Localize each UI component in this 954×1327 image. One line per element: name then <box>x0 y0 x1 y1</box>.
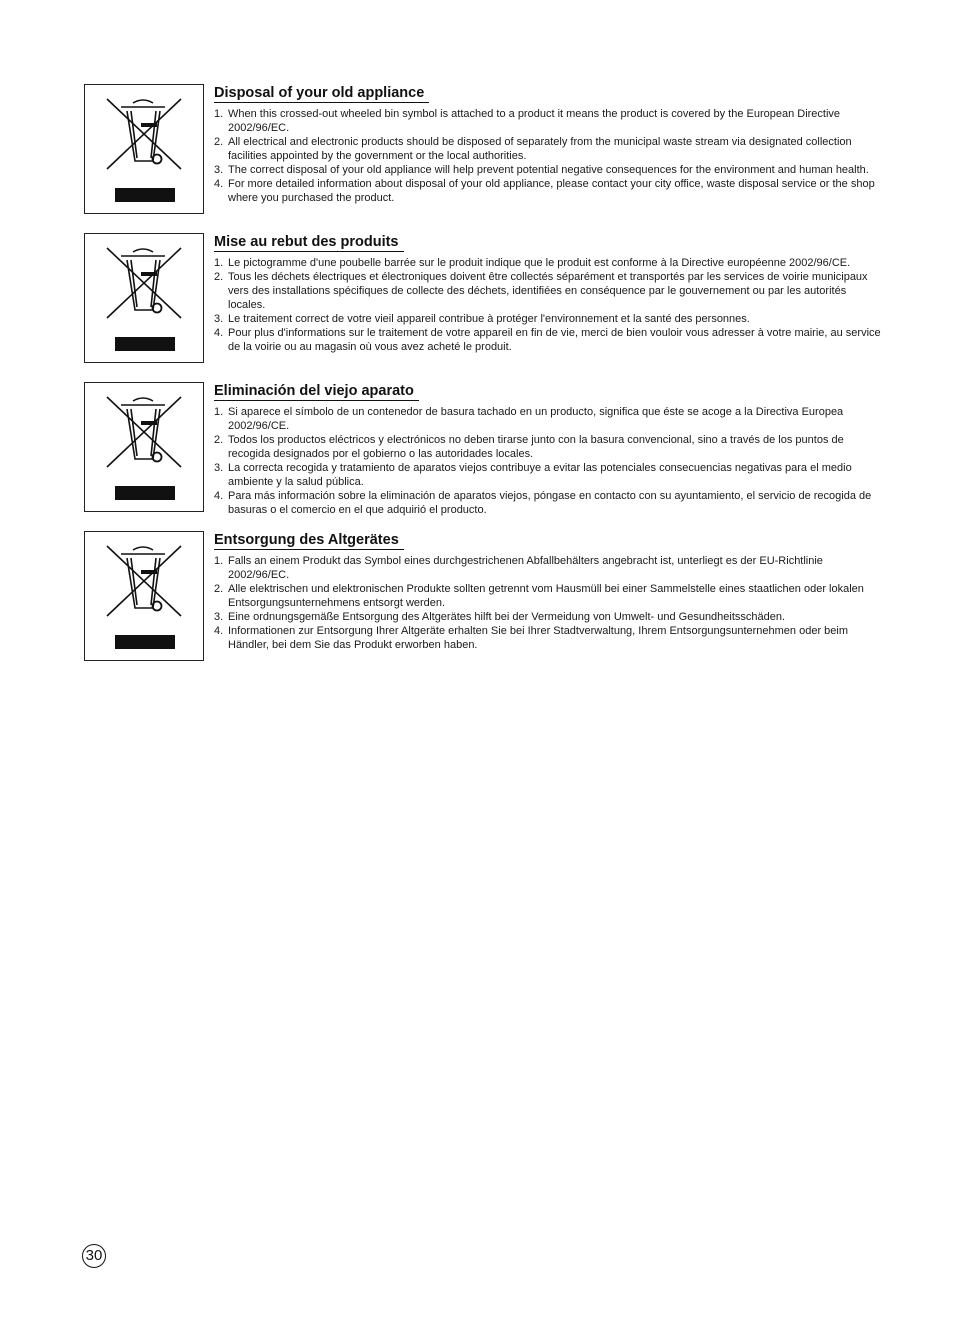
list-item <box>214 177 882 205</box>
item-number: 1. <box>214 406 224 418</box>
item-text: Para más información sobre la eliminación de aparatos viejos, póngase en contacto con su ayuntamiento, el servicio de recogida de basuras o el comercio en el que adquirió el producto. <box>228 490 872 516</box>
item-text: Pour plus d'informations sur le traitement de votre appareil en fin de vie, merci de bien vouloir vous adresser à votre mairie, au service de la voirie ou au magasin où vous avez acheté le produit. <box>228 327 881 353</box>
item-number: 4. <box>214 490 224 502</box>
section-text <box>214 233 882 354</box>
section-heading: Disposal of your old appliance <box>214 85 429 103</box>
section-heading: Entsorgung des Altgerätes <box>214 532 404 550</box>
item-number: 3. <box>214 611 224 623</box>
section-heading: Mise au rebut des produits <box>214 234 404 252</box>
instruction-list <box>214 256 882 354</box>
weee-symbol-box <box>84 382 204 512</box>
list-item <box>214 624 882 652</box>
item-text: Falls an einem Produkt das Symbol eines durchgestrichenen Abfallbehälters angebracht ist, unterliegt es der EU-Richtlinie 2002/96/EC. <box>228 555 823 581</box>
item-number: 3. <box>214 164 224 176</box>
list-item <box>214 256 882 270</box>
item-number: 1. <box>214 555 224 567</box>
item-text: La correcta recogida y tratamiento de aparatos viejos contribuye a evitar las potenciales consecuencias negativas para el medio ambiente y la salud pública. <box>228 462 852 488</box>
item-number: 2. <box>214 583 224 595</box>
item-text: Le pictogramme d'une poubelle barrée sur le produit indique que le produit est conforme à la Directive européenne 2002/96/CE. <box>228 257 851 269</box>
list-item <box>214 270 882 312</box>
list-item <box>214 582 882 610</box>
section-text <box>214 84 882 205</box>
instruction-list <box>214 107 882 205</box>
item-number: 3. <box>214 462 224 474</box>
item-number: 4. <box>214 625 224 637</box>
list-item <box>214 433 882 461</box>
section-heading: Eliminación del viejo aparato <box>214 383 419 401</box>
weee-symbol-box <box>84 84 204 214</box>
item-text: Todos los productos eléctricos y electrónicos no deben tirarse junto con la basura convencional, sino a través de los puntos de recogida designados por el gobierno o las autoridades locales. <box>228 434 844 460</box>
item-text: Alle elektrischen und elektronischen Produkte sollten getrennt vom Hausmüll bei einer Sammelstelle eines staatlichen oder lokalen Entsorgungsunternehmens entsorgt werden. <box>228 583 864 609</box>
list-item <box>214 461 882 489</box>
list-item <box>214 107 882 135</box>
crossed-out-wheeled-bin-icon <box>85 234 203 362</box>
list-item <box>214 554 882 582</box>
item-number: 2. <box>214 136 224 148</box>
disposal-section-en <box>84 84 884 214</box>
list-item <box>214 489 882 517</box>
crossed-out-wheeled-bin-icon <box>85 532 203 660</box>
item-number: 2. <box>214 434 224 446</box>
instruction-list <box>214 405 882 517</box>
item-text: Tous les déchets électriques et électroniques doivent être collectés séparément et transportés par les services de voirie municipaux vers des installations spécifiques de collecte des déchets, identifiées en conséquence par le gouvernement ou par les autorités locales. <box>228 271 868 311</box>
list-item <box>214 405 882 433</box>
item-text: The correct disposal of your old appliance will help prevent potential negative consequences for the environment and human health. <box>228 164 869 176</box>
item-number: 3. <box>214 313 224 325</box>
disposal-section-es <box>84 382 884 516</box>
section-text <box>214 531 882 652</box>
item-number: 2. <box>214 271 224 283</box>
crossed-out-wheeled-bin-icon <box>85 383 203 511</box>
item-number: 4. <box>214 178 224 190</box>
disposal-section-fr <box>84 233 884 363</box>
list-item <box>214 135 882 163</box>
list-item <box>214 163 882 177</box>
item-text: For more detailed information about disposal of your old appliance, please contact your city office, waste disposal service or the shop where you purchased the product. <box>228 178 875 204</box>
weee-symbol-box <box>84 233 204 363</box>
item-text: Eine ordnungsgemäße Entsorgung des Altgerätes hilft bei der Vermeidung von Umwelt- und Gesundheitsschäden. <box>228 611 786 623</box>
item-text: Le traitement correct de votre vieil appareil contribue à protéger l'environnement et la santé des personnes. <box>228 313 750 325</box>
weee-symbol-box <box>84 531 204 661</box>
item-text: When this crossed-out wheeled bin symbol is attached to a product it means the product is covered by the European Directive 2002/96/EC. <box>228 108 841 134</box>
item-number: 1. <box>214 108 224 120</box>
item-number: 1. <box>214 257 224 269</box>
item-text: All electrical and electronic products should be disposed of separately from the municipal waste stream via designated collection facilities appointed by the government or the local authorities. <box>228 136 852 162</box>
instruction-list <box>214 554 882 652</box>
crossed-out-wheeled-bin-icon <box>85 85 203 213</box>
page-number: 30 <box>82 1244 106 1268</box>
list-item <box>214 312 882 326</box>
list-item <box>214 610 882 624</box>
item-text: Informationen zur Entsorgung Ihrer Altgeräte erhalten Sie bei Ihrer Stadtverwaltung, Ihrem Entsorgungsunternehmen oder beim Händler, bei dem Sie das Produkt erworben haben. <box>228 625 849 651</box>
section-text <box>214 382 882 517</box>
item-number: 4. <box>214 327 224 339</box>
item-text: Si aparece el símbolo de un contenedor de basura tachado en un producto, significa que éste se acoge a la Directiva Europea 2002/96/CE. <box>228 406 844 432</box>
list-item <box>214 326 882 354</box>
disposal-section-de <box>84 531 884 661</box>
